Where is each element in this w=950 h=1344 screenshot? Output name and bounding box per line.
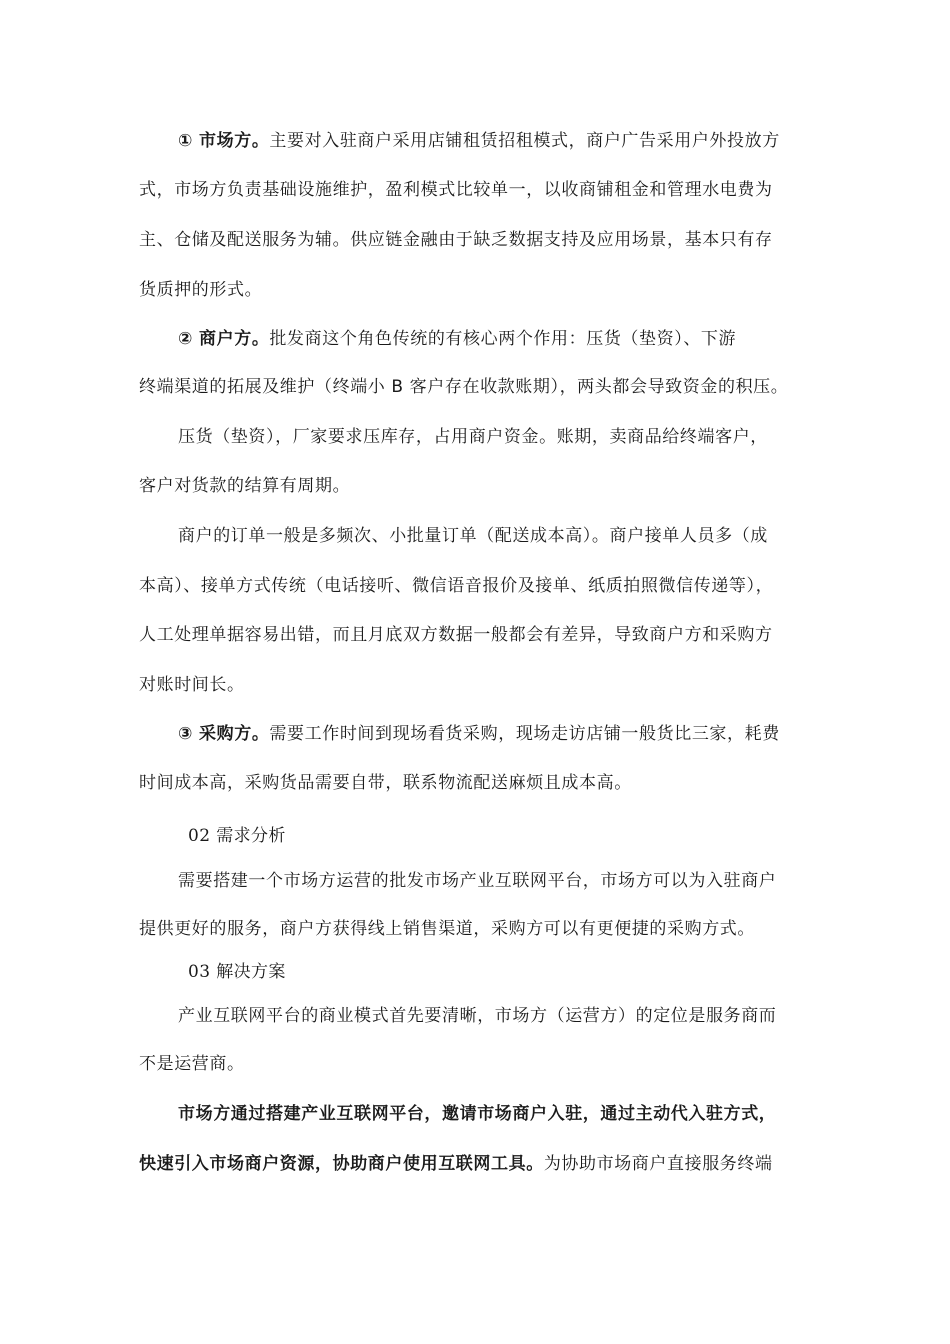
paragraph-5-line-2: 时间成本高，采购货品需要自带，联系物流配送麻烦且成本高。 — [139, 773, 632, 793]
last-paragraph-normal-text: 为协助市场商户直接服务终端 — [543, 1154, 773, 1174]
paragraph-1-line-2: 式，市场方负责基础设施维护，盈利模式比较单一，以收商铺租金和管理水电费为 — [139, 180, 773, 200]
section-03-line-2: 不是运营商。 — [139, 1054, 245, 1074]
paragraph-2-line-1 — [178, 327, 736, 351]
marker-3: ③ — [178, 724, 193, 744]
paragraph-3-line-1: 压货（垫资），厂家要求压库存，占用商户资金。账期，卖商品给终端客户， — [178, 427, 768, 447]
paragraph-4-line-1: 商户的订单一般是多频次、小批量订单（配送成本高）。商户接单人员多（成 — [178, 526, 768, 546]
lead-merchant-side: 商户方。 — [199, 329, 270, 349]
paragraph-4-line-2: 本高）、接单方式传统（电话接听、微信语音报价及接单、纸质拍照微信传递等）， — [139, 576, 774, 596]
marker-2: ② — [178, 329, 193, 349]
last-paragraph-bold-text: 快速引入市场商户资源，协助商户使用互联网工具。 — [139, 1154, 544, 1174]
section-02-line-1: 需要搭建一个市场方运营的批发市场产业互联网平台，市场方可以为入驻商户 — [178, 871, 777, 891]
paragraph-1-line-3: 主、仓储及配送服务为辅。供应链金融由于缺乏数据支持及应用场景，基本只有存 — [139, 230, 773, 250]
section-02-heading: 02 需求分析 — [188, 826, 286, 846]
section-03-heading: 03 解决方案 — [188, 962, 286, 982]
section-02-line-2: 提供更好的服务，商户方获得线上销售渠道，采购方可以有更便捷的采购方式。 — [139, 919, 755, 939]
paragraph-5-line-1 — [178, 722, 780, 746]
paragraph-1-text-1: 主要对入驻商户采用店铺租赁招租模式，商户广告采用户外投放方 — [269, 131, 780, 151]
paragraph-5-text-1: 需要工作时间到现场看货采购，现场走访店铺一般货比三家，耗费 — [269, 724, 780, 744]
paragraph-2-line-2: 终端渠道的拓展及维护（终端小 B 客户存在收款账期），两头都会导致资金的积压。 — [139, 377, 789, 397]
last-paragraph-line-2 — [139, 1152, 773, 1176]
lead-market-side: 市场方。 — [199, 131, 270, 151]
paragraph-3-line-2: 客户对货款的结算有周期。 — [139, 476, 351, 496]
section-03-line-1: 产业互联网平台的商业模式首先要清晰，市场方（运营方）的定位是服务商而 — [178, 1006, 777, 1026]
last-paragraph-line-1: 市场方通过搭建产业互联网平台，邀请市场商户入驻，通过主动代入驻方式， — [178, 1104, 777, 1124]
lead-buyer-side: 采购方。 — [199, 724, 270, 744]
paragraph-2-text-1: 批发商这个角色传统的有核心两个作用：压货（垫资）、下游 — [269, 329, 737, 349]
paragraph-4-line-4: 对账时间长。 — [139, 675, 245, 695]
paragraph-1-line-1 — [178, 129, 780, 153]
paragraph-4-line-3: 人工处理单据容易出错，而且月底双方数据一般都会有差异，导致商户方和采购方 — [139, 625, 773, 645]
marker-1: ① — [178, 131, 193, 151]
paragraph-1-line-4: 货质押的形式。 — [139, 280, 263, 300]
